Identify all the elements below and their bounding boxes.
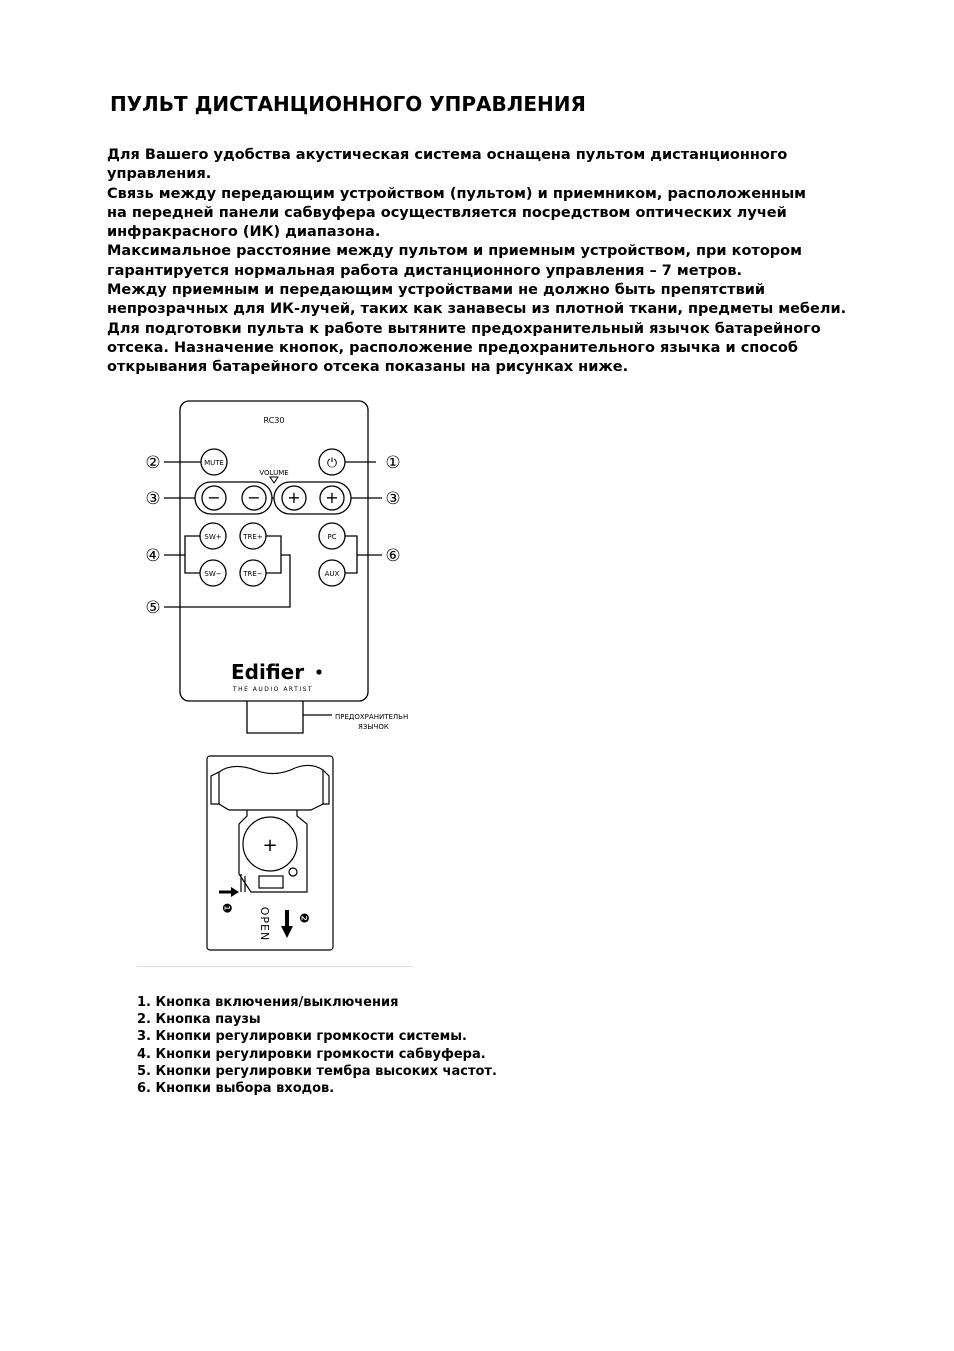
sw-plus-button: SW+ — [204, 533, 222, 541]
callout-3-right: ③ — [385, 489, 401, 509]
aux-button: AUX — [324, 570, 340, 578]
paragraph-line: непрозрачных для ИК-лучей, таких как занавесы из плотной ткани, предметы мебели. — [107, 301, 847, 318]
legend-item: 1. Кнопка включения/выключения — [137, 995, 399, 1010]
remote-body — [180, 401, 368, 701]
safety-tab-label: ПРЕДОХРАНИТЕЛЬН — [335, 713, 409, 721]
battery-plus: + — [262, 835, 278, 856]
button-legend — [137, 994, 497, 1097]
paragraph-line: Для Вашего удобства акустическая система оснащена пультом дистанционного — [107, 147, 788, 163]
paragraph-line: Связь между передающим устройством (пультом) и приемником, расположенным — [107, 185, 807, 202]
legend-item: 6. Кнопки выбора входов. — [137, 1081, 335, 1097]
callout-4: ④ — [145, 546, 161, 566]
brand-logo: Edifier — [231, 660, 305, 684]
step-2-icon: ❷ — [297, 912, 311, 924]
paragraph-line: инфракрасного (ИК) диапазона. — [107, 224, 381, 241]
callout-2: ② — [145, 453, 161, 473]
divider — [137, 966, 413, 967]
battery-compartment-diagram — [195, 752, 345, 954]
paragraph-line: управления. — [107, 166, 212, 183]
remote-diagram — [120, 395, 430, 740]
volume-minus-button: − — [247, 488, 261, 507]
pc-button: PC — [327, 533, 337, 541]
step-1-icon: ❶ — [220, 902, 234, 914]
callout-6: ⑥ — [385, 546, 401, 566]
paragraph-line: Между приемным и передающим устройствами не должно быть препятствий — [107, 282, 766, 299]
sw-minus-button: SW− — [204, 570, 222, 578]
page-title: ПУЛЬТ ДИСТАНЦИОННОГО УПРАВЛЕНИЯ — [110, 92, 586, 116]
tre-minus-button: TRE− — [243, 570, 263, 578]
open-label: OPEN — [258, 906, 271, 942]
volume-plus-button: + — [287, 488, 301, 507]
power-icon: ⏻ — [326, 456, 338, 471]
remote-model: RC30 — [263, 416, 285, 425]
volume-minus-button: − — [207, 488, 221, 507]
paragraph-line: на передней панели сабвуфера осуществляется посредством оптических лучей — [107, 204, 787, 221]
paragraph-line: гарантируется нормальная работа дистанционного управления – 7 метров. — [107, 262, 743, 279]
callout-1: ① — [385, 453, 401, 473]
mute-button: MUTE — [204, 459, 224, 467]
paragraph-line: отсека. Назначение кнопок, расположение предохранительного язычка и способ — [107, 339, 798, 356]
safety-tab-label: ЯЗЫЧОК — [358, 723, 389, 731]
paragraph-line: Максимальное расстояние между пультом и приемным устройством, при котором — [107, 243, 802, 260]
legend-item: 3. Кнопки регулировки громкости системы. — [137, 1029, 467, 1045]
safety-tab — [247, 701, 303, 733]
paragraph-line: Для подготовки пульта к работе вытяните предохранительный язычок батарейного — [107, 320, 821, 337]
volume-plus-button: + — [325, 488, 339, 507]
callout-3-left: ③ — [145, 489, 161, 509]
intro-paragraph — [107, 146, 867, 378]
legend-item: 5. Кнопки регулировки тембра высоких частот. — [137, 1063, 497, 1079]
tre-plus-button: TRE+ — [243, 533, 263, 541]
callout-5: ⑤ — [145, 598, 161, 618]
brand-tagline: THE AUDIO ARTIST — [232, 686, 314, 693]
volume-label: VOLUME — [259, 469, 289, 477]
legend-item: 2. Кнопка паузы — [137, 1012, 261, 1028]
paragraph-line: открывания батарейного отсека показаны на рисунках ниже. — [107, 359, 629, 376]
legend-item: 4. Кнопки регулировки громкости сабвуфера. — [137, 1046, 486, 1062]
